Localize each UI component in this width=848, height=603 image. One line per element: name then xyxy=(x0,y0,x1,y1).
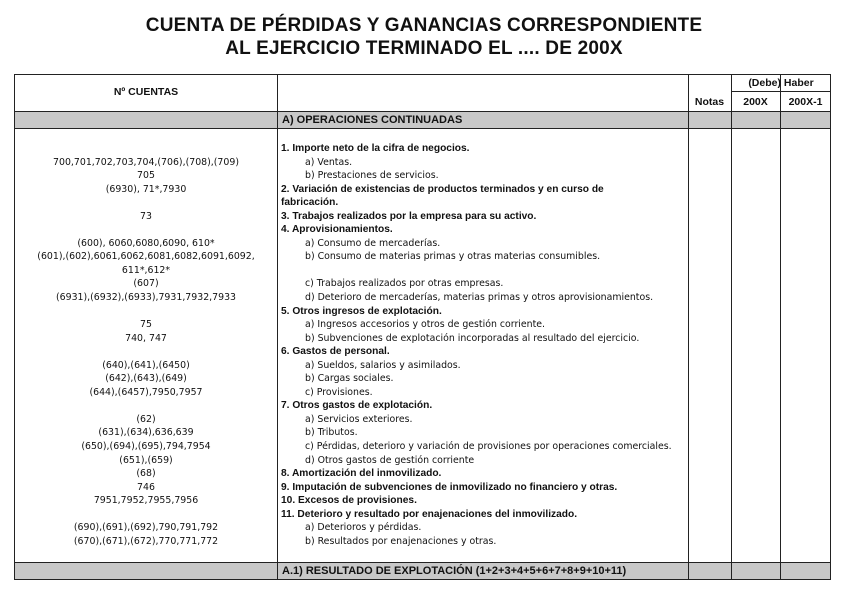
account-code-row: 705 xyxy=(137,170,155,182)
concept-item-row: a) Consumo de mercaderías. xyxy=(305,237,441,249)
account-codes-column xyxy=(16,142,276,548)
account-code-row: (690),(691),(692),790,791,792 xyxy=(73,522,219,534)
account-code-row: (640),(641),(6450) xyxy=(102,359,190,371)
concept-heading-row: 2. Variación de existencias de productos terminados y en curso de xyxy=(281,183,604,195)
account-code-row xyxy=(16,508,276,522)
concept-heading-row: 9. Imputación de subvenciones de inmovilizado no financiero y otras. xyxy=(281,481,618,493)
concept-heading-row: 11. Deterioro y resultado por enajenaciones del inmovilizado. xyxy=(281,508,578,520)
concept-item-row: a) Ingresos accesorios y otros de gestión corriente. xyxy=(305,319,546,331)
year-header: 200X xyxy=(743,96,768,108)
notas-header: Notas xyxy=(694,96,725,108)
header-subdivider xyxy=(731,91,831,92)
concept-heading-row: 3. Trabajos realizados por la empresa para su activo. xyxy=(281,210,537,222)
concept-item-row: b) Cargas sociales. xyxy=(305,373,394,385)
account-code-row: 700,701,702,703,704,(706),(708),(709) xyxy=(53,156,239,168)
concept-item-row: c) Provisiones. xyxy=(305,386,373,398)
column-divider-notas xyxy=(688,74,689,580)
account-code-row: (631),(634),636,639 xyxy=(98,427,194,439)
title-line-1: CUENTA DE PÉRDIDAS Y GANANCIAS CORRESPONDIENTE xyxy=(145,15,703,36)
account-code-row: (607) xyxy=(133,278,159,290)
concept-heading-row: 8. Amortización del inmovilizado. xyxy=(281,468,442,480)
concept-heading-row: 6. Gastos de personal. xyxy=(281,346,390,358)
concept-heading-row: 10. Excesos de provisiones. xyxy=(281,495,417,507)
document-title xyxy=(0,14,848,60)
concept-item-row: b) Consumo de materias primas y otras materias consumibles. xyxy=(305,251,601,263)
account-code-row xyxy=(16,196,276,210)
section-a-label: A) OPERACIONES CONTINUADAS xyxy=(282,114,463,126)
account-code-row: 611*,612* xyxy=(121,264,171,276)
account-code-row: 73 xyxy=(140,210,152,222)
concept-item-row: d) Otros gastos de gestión corriente xyxy=(305,454,475,466)
account-code-row: (6930), 71*,7930 xyxy=(105,183,187,195)
account-code-row xyxy=(16,142,276,156)
account-code-row: 7951,7952,7955,7956 xyxy=(93,495,199,507)
concept-item-row: a) Ventas. xyxy=(305,156,353,168)
concept-item-row: b) Resultados por enajenaciones y otras. xyxy=(305,535,497,547)
column-divider-year xyxy=(731,74,732,580)
result-a1-label: A.1) RESULTADO DE EXPLOTACIÓN (1+2+3+4+5+6+7+8+9+10+11) xyxy=(282,565,627,577)
account-code-row: (644),(6457),7950,7957 xyxy=(89,386,203,398)
concept-item-row: a) Sueldos, salarios y asimilados. xyxy=(305,359,461,371)
account-code-row: 746 xyxy=(137,481,155,493)
account-code-row: (651),(659) xyxy=(119,454,173,466)
prev-year-header: 200X-1 xyxy=(788,96,823,108)
concept-item-row: c) Trabajos realizados por otras empresas. xyxy=(305,278,504,290)
result-a1-top-line xyxy=(14,562,831,563)
account-code-row: 740, 747 xyxy=(125,332,167,344)
account-code-row: (601),(602),6061,6062,6081,6082,6091,6092, xyxy=(37,251,255,263)
account-code-row: (642),(643),(649) xyxy=(105,373,187,385)
debe-haber-header: (Debe) Haber xyxy=(748,77,814,89)
account-code-row: (600), 6060,6080,6090, 610* xyxy=(77,237,215,249)
concept-item-row: b) Prestaciones de servicios. xyxy=(305,170,439,182)
concept-item-row: c) Pérdidas, deterioro y variación de provisiones por operaciones comerciales. xyxy=(305,441,672,453)
account-code-row: (62) xyxy=(136,413,156,425)
concept-item-row: b) Subvenciones de explotación incorporadas al resultado del ejercicio. xyxy=(305,332,640,344)
title-line-2: AL EJERCICIO TERMINADO EL .... DE 200X xyxy=(225,38,623,59)
account-code-row: 75 xyxy=(140,319,152,331)
column-divider-prev-year xyxy=(780,74,781,580)
accounts-header: Nº CUENTAS xyxy=(113,86,179,98)
concept-heading-row: 1. Importe neto de la cifra de negocios. xyxy=(281,143,470,154)
concept-item-row: a) Deterioros y pérdidas. xyxy=(305,522,422,534)
concept-item-row xyxy=(281,264,687,278)
concept-heading-row: 7. Otros gastos de explotación. xyxy=(281,400,433,412)
account-code-row: (670),(671),(672),770,771,772 xyxy=(73,535,219,547)
concept-heading-row: 5. Otros ingresos de explotación. xyxy=(281,305,442,317)
concept-heading-row: 4. Aprovisionamientos. xyxy=(281,224,393,236)
account-code-row: (6931),(6932),(6933),7931,7932,7933 xyxy=(56,292,236,304)
header-bottom-line xyxy=(14,111,831,112)
concept-heading-row: fabricación. xyxy=(281,197,339,209)
concept-item-row: d) Deterioro de mercaderías, materias primas y otros aprovisionamientos. xyxy=(305,292,654,304)
concepts-column xyxy=(281,142,687,548)
account-code-row xyxy=(16,345,276,359)
account-code-row xyxy=(16,399,276,413)
account-code-row: (68) xyxy=(136,468,156,480)
account-code-row xyxy=(16,305,276,319)
concept-item-row: b) Tributos. xyxy=(305,427,358,439)
column-divider-accounts xyxy=(277,74,278,580)
account-code-row: (650),(694),(695),794,7954 xyxy=(81,441,211,453)
account-code-row xyxy=(16,223,276,237)
concept-item-row: a) Servicios exteriores. xyxy=(305,413,413,425)
section-a-bottom-line xyxy=(14,128,831,129)
